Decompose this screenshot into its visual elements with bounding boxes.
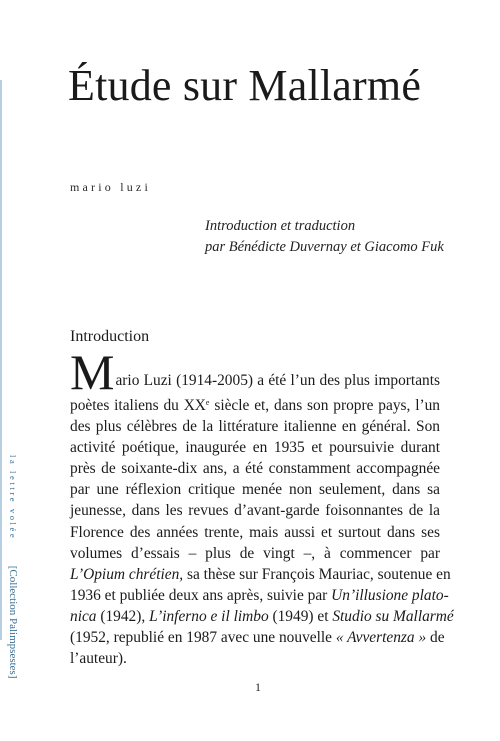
text-span: 1936 et publiée deux ans après, suivie par (70, 586, 332, 604)
text-span: de (426, 629, 445, 647)
italic-span: nica (70, 607, 97, 625)
credits-line-1: Introduction et traduction (205, 218, 356, 234)
first-line (70, 344, 440, 400)
text-line: volumes d’essais – plus de vingt –, à commencer par (70, 544, 440, 562)
text-line: activité poétique, inaugurée en 1935 et poursuivie durant (70, 439, 440, 457)
text-line: des plus célèbres de la littérature italienne en général. Son (70, 418, 440, 436)
text-span: (1952, republié en 1987 avec une nouvelle (70, 629, 336, 647)
spine-rule (0, 80, 2, 640)
translation-credits (205, 216, 444, 258)
text-span: (1949) et (268, 607, 333, 625)
text-span: siècle et, dans son propre pays, l’un (209, 397, 440, 414)
collection-name: [Collection Palimpsestes] (7, 565, 19, 679)
introduction-paragraph (70, 344, 454, 669)
text-line (70, 392, 440, 416)
superscript: e (205, 398, 210, 407)
text-span: sa thèse sur François Mauriac, soutenue en (183, 565, 451, 583)
text-line: ario Luzi (1914-2005) a été l’un des plus importants (115, 372, 440, 389)
author-name: mario luzi (70, 180, 151, 194)
text-line: jeunesse, dans les revues d’avant-garde foisonnantes de la (70, 502, 440, 520)
italic-span: L’Opium chrétien, (70, 565, 184, 583)
text-line: Florence des années trente, mais aussi et surtout dans ses (70, 523, 440, 541)
series-name: la lettre volée (8, 455, 18, 541)
text-span: (1942), (96, 607, 150, 625)
credits-line-2: par Bénédicte Duvernay et Giacomo Fuk (205, 239, 444, 255)
italic-span: « Avvertenza » (335, 629, 427, 647)
text-line (70, 585, 449, 606)
drop-cap: M (70, 344, 115, 400)
text-line (70, 627, 445, 648)
page-number: 1 (255, 680, 261, 694)
text-line: l’auteur). (70, 650, 127, 668)
text-line (70, 564, 451, 585)
text-line: près de soixante-dix ans, a été constamment accompagnée (70, 460, 440, 478)
italic-span: Un’illusione plato- (331, 586, 449, 604)
spine-label (6, 455, 20, 679)
text-line (70, 606, 454, 627)
italic-span: L’inferno e il limbo (149, 607, 269, 625)
text-line: par une réflexion critique menée non seulement, dans sa (70, 481, 440, 499)
italic-span: Studio su Mallarmé (332, 607, 454, 625)
section-heading: Introduction (70, 328, 150, 345)
book-title: Étude sur Mallarmé (68, 61, 422, 110)
text-span: poètes italiens du XX (70, 397, 206, 414)
